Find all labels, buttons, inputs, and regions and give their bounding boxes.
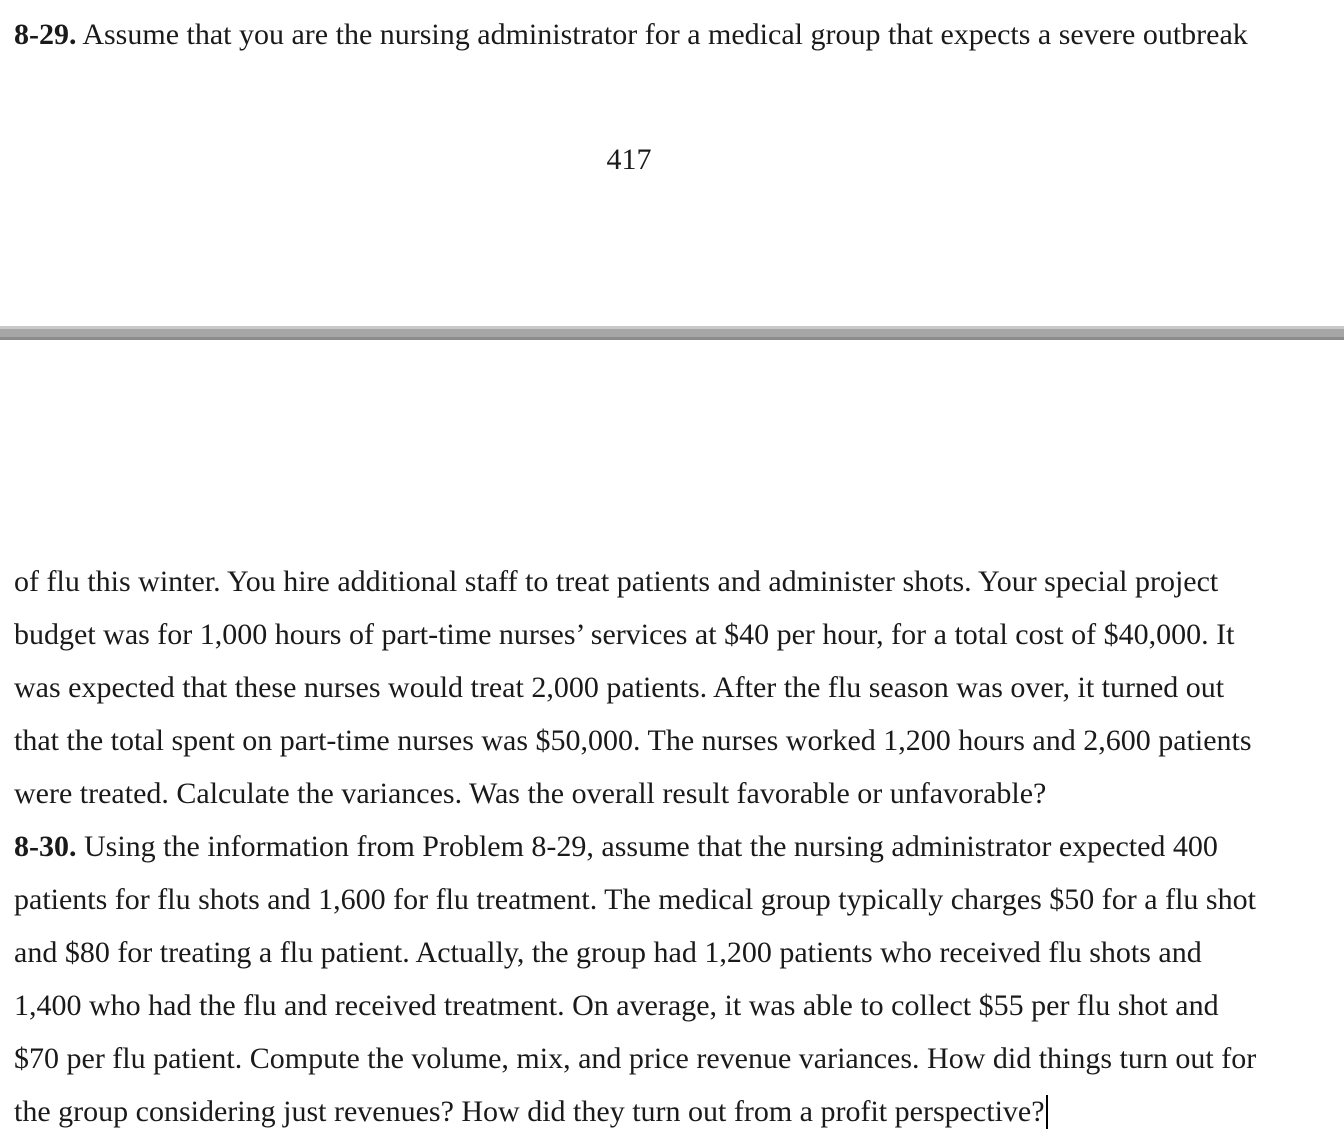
problem-8-30-line[interactable]: and $80 for treating a flu patient. Actually, the group had 1,200 patients who received flu shots and — [14, 936, 1202, 969]
problem-8-29-line[interactable]: that the total spent on part-time nurses was $50,000. The nurses worked 1,200 hours and 2,600 patients — [14, 724, 1252, 757]
problem-8-29-line[interactable]: was expected that these nurses would treat 2,000 patients. After the flu season was over, it turned out — [14, 671, 1225, 704]
problem-8-29-line[interactable]: budget was for 1,000 hours of part-time nurses’ services at $40 per hour, for a total cost of $40,000. It — [14, 618, 1235, 651]
problem-8-29-text-start: Assume that you are the nursing administrator for a medical group that expects a severe outbreak — [76, 18, 1248, 51]
problem-8-30-first-line[interactable] — [14, 820, 1218, 873]
problem-8-30-number: 8-30. — [14, 830, 77, 863]
problem-8-30-line[interactable]: $70 per flu patient. Compute the volume, mix, and price revenue variances. How did things turn out for — [14, 1042, 1257, 1075]
problem-8-29-number: 8-29. — [14, 18, 77, 51]
problem-8-30-text-start: Using the information from Problem 8-29, assume that the nursing administrator expected 400 — [76, 830, 1218, 863]
problem-8-30-last-text: the group considering just revenues? How did they turn out from a profit perspective? — [14, 1095, 1045, 1128]
problem-8-29-first-line[interactable] — [14, 8, 1248, 61]
page-top-section — [0, 0, 1344, 326]
text-cursor — [1046, 1095, 1048, 1129]
problem-8-29-line[interactable]: were treated. Calculate the variances. Was the overall result favorable or unfavorable? — [14, 777, 1047, 810]
problem-8-30-last-line[interactable] — [14, 1085, 1048, 1138]
page-number: 417 — [606, 143, 652, 176]
problem-8-29-line[interactable]: of flu this winter. You hire additional staff to treat patients and administer shots. Your special project — [14, 565, 1219, 598]
problem-8-30-line[interactable]: patients for flu shots and 1,600 for flu treatment. The medical group typically charges $50 for a flu shot — [14, 883, 1256, 916]
page-break-divider — [0, 326, 1344, 340]
problem-8-30-line[interactable]: 1,400 who had the flu and received treatment. On average, it was able to collect $55 per flu shot and — [14, 989, 1219, 1022]
